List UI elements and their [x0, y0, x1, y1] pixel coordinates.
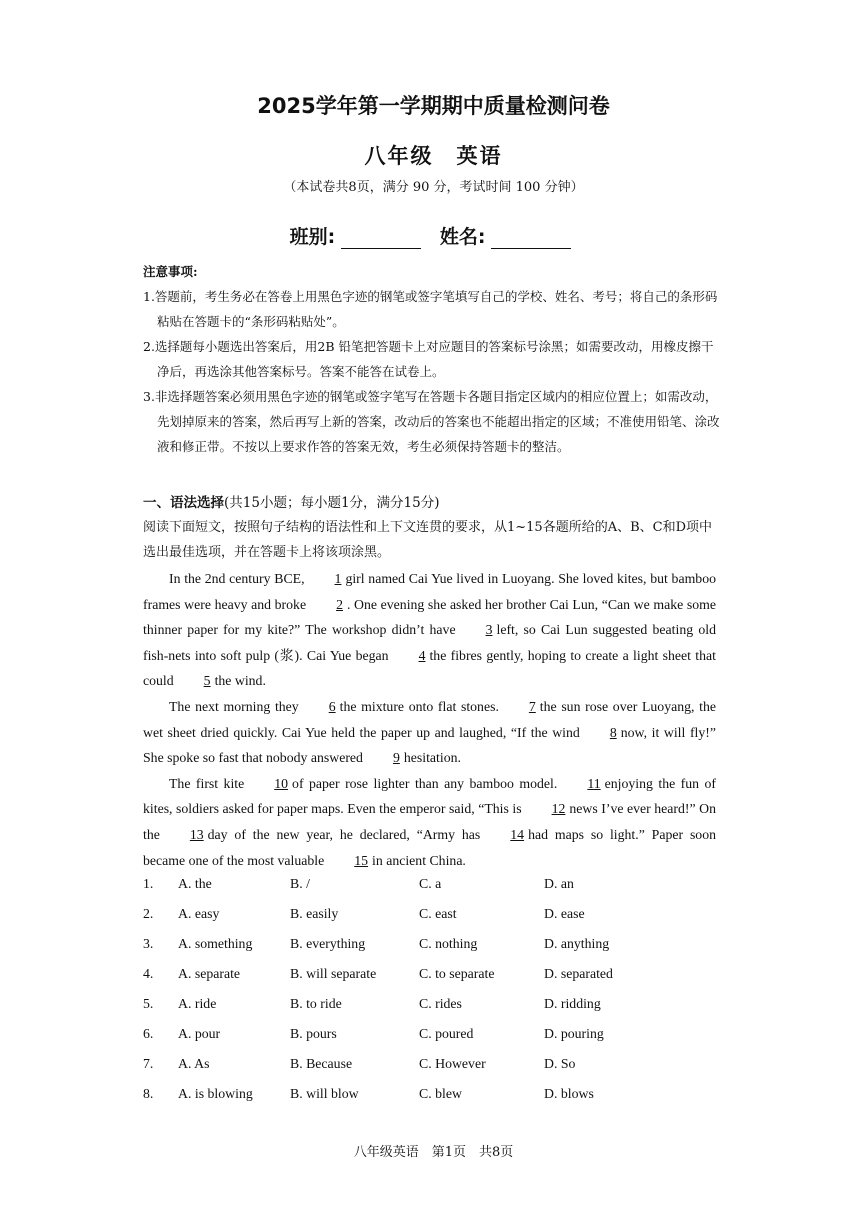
- question-row: [143, 936, 743, 966]
- passage-text: girl named Cai Yue lived in Luoyang. She loved kites, but bamboo frames were heavy and broke: [143, 571, 716, 612]
- option-c: C. blew: [419, 1086, 462, 1101]
- option-a: A. ride: [178, 996, 217, 1011]
- section-title: 一、语法选择: [143, 495, 224, 511]
- option-b: B. will separate: [290, 966, 377, 981]
- question-number: 3.: [143, 936, 154, 951]
- option-d: D. blows: [544, 1086, 594, 1101]
- passage-text: the sun rose over Luoyang, the wet sheet dried quickly. Cai Yue held the paper up and laughed, “If the wind: [143, 698, 716, 740]
- option-a: A. easy: [178, 906, 220, 921]
- option-b: B. will blow: [290, 1086, 359, 1101]
- blank-8: 8: [609, 724, 617, 740]
- blank-4: 4: [418, 647, 426, 663]
- option-d: D. ease: [544, 906, 585, 921]
- passage-paragraph: [143, 694, 716, 771]
- question-row: [143, 876, 743, 906]
- passage-text: the mixture onto flat stones.: [339, 698, 499, 714]
- note-item: 3.非选择题答案必须用黑色字迹的钢笔或签字笔写在答题卡各题目指定区域内的相应位置上；如需改动，先划掉原来的答案，然后再写上新的答案，改动后的答案也不能超出指定的区域；不准使用铅笔、涂改液和修正带。不按以上要求作答的答案无效，考生必须保持答题卡的整洁。: [143, 389, 720, 454]
- exam-info: （本试卷共8页，满分 90 分，考试时间 100 分钟）: [283, 180, 584, 195]
- option-a: A. separate: [178, 966, 241, 981]
- passage-text: In the 2nd century BCE,: [169, 571, 305, 586]
- section-note: (共15小题；每小题1分，满分15分): [224, 495, 440, 511]
- passage-text: of paper rose lighter than any bamboo model.: [292, 775, 558, 791]
- option-a: A. the: [178, 876, 212, 891]
- name-row: [0, 222, 867, 249]
- exam-title: 2025学年第一学期期中质量检测问卷: [257, 94, 610, 118]
- blank-9: 9: [392, 750, 400, 766]
- page-footer: 八年级英语 第1页 共8页: [353, 1145, 514, 1160]
- passage-text: now, it will fly!” She spoke so fast that nobody answered: [143, 724, 716, 766]
- cloze-passage: [143, 566, 716, 873]
- option-d: D. ridding: [544, 996, 601, 1011]
- name-blank: [491, 230, 571, 249]
- blank-7: 7: [528, 698, 536, 714]
- question-number: 1.: [143, 876, 154, 891]
- option-c: C. to separate: [419, 966, 495, 981]
- passage-text: day of the new year, he declared, “Army has: [207, 826, 481, 842]
- question-number: 8.: [143, 1086, 154, 1101]
- passage-text: news I’ve ever heard!” On the: [143, 801, 717, 842]
- blank-2: 2: [336, 596, 343, 612]
- option-c: C. nothing: [419, 936, 478, 951]
- option-a: A. pour: [178, 1026, 221, 1041]
- blank-11: 11: [587, 775, 601, 791]
- option-b: B. to ride: [290, 996, 342, 1011]
- note-item: 1.答题前，考生务必在答卷上用黑色字迹的钢笔或签字笔填写自己的学校、姓名、考号；将自己的条形码粘贴在答题卡的“条形码粘贴处”。: [143, 289, 718, 329]
- blank-10: 10: [274, 775, 289, 791]
- notes-list: [143, 284, 723, 459]
- question-number: 2.: [143, 906, 154, 921]
- passage-text: in ancient China.: [372, 852, 466, 868]
- question-number: 7.: [143, 1056, 154, 1071]
- question-number: 4.: [143, 966, 154, 981]
- blank-3: 3: [485, 622, 493, 638]
- option-d: D. pouring: [544, 1026, 604, 1041]
- blank-12: 12: [551, 801, 566, 817]
- passage-text: the fibres gently, hoping to create a light sheet that could: [143, 647, 716, 689]
- note-item: 2.选择题每小题选出答案后，用2B 铅笔把答题卡上对应题目的答案标号涂黑；如需要改动，用橡皮擦干净后，再选涂其他答案标号。答案不能答在试卷上。: [143, 339, 714, 379]
- option-b: B. easily: [290, 906, 339, 921]
- option-a: A. is blowing: [178, 1086, 253, 1101]
- question-row: [143, 966, 743, 996]
- question-number: 6.: [143, 1026, 154, 1041]
- question-row: [143, 1026, 743, 1056]
- option-c: C. However: [419, 1056, 486, 1071]
- section-instruction: 阅读下面短文，按照句子结构的语法性和上下文连贯的要求，从1~15各题所给的A、B、C和D项中选出最佳选项，并在答题卡上将该项涂黑。: [143, 520, 713, 560]
- option-b: B. Because: [290, 1056, 353, 1071]
- options-list: [143, 876, 743, 1116]
- option-b: B. pours: [290, 1026, 337, 1041]
- passage-text: the wind.: [214, 673, 266, 689]
- option-a: A. As: [178, 1056, 210, 1071]
- question-row: [143, 1056, 743, 1086]
- option-b: B. everything: [290, 936, 366, 951]
- passage-text: hesitation.: [403, 750, 461, 766]
- passage-paragraph: [143, 566, 716, 694]
- option-c: C. rides: [419, 996, 462, 1011]
- option-c: C. a: [419, 876, 442, 891]
- question-number: 5.: [143, 996, 154, 1011]
- passage-text: . One evening she asked her brother Cai Lun, “Can we make some thinner paper for my kite?” The workshop didn’t have: [143, 596, 716, 638]
- blank-15: 15: [354, 852, 369, 868]
- passage-text: The first kite: [169, 775, 245, 791]
- passage-text: The next morning they: [169, 698, 299, 714]
- name-label: 姓名:: [439, 226, 486, 248]
- question-row: [143, 996, 743, 1026]
- blank-1: 1: [334, 571, 342, 586]
- passage-text: enjoying the fun of kites, soldiers asked for paper maps. Even the emperor said, “This is: [143, 775, 716, 817]
- question-row: [143, 1086, 743, 1116]
- blank-13: 13: [189, 826, 204, 842]
- notes-heading: 注意事项:: [143, 264, 198, 279]
- passage-paragraph: [143, 771, 716, 873]
- blank-14: 14: [510, 826, 525, 842]
- option-c: C. poured: [419, 1026, 474, 1041]
- option-a: A. something: [178, 936, 253, 951]
- section-heading: [143, 491, 439, 511]
- option-c: C. east: [419, 906, 457, 921]
- passage-text: had maps so light.” Paper soon became one of the most valuable: [143, 826, 717, 868]
- passage-text: left, so Cai Lun suggested beating old fish-nets into soft pulp (浆). Cai Yue began: [143, 622, 716, 663]
- class-label: 班别:: [289, 226, 336, 248]
- option-b: B. /: [290, 876, 310, 891]
- blank-6: 6: [328, 698, 336, 714]
- class-blank: [341, 230, 421, 249]
- option-d: D. anything: [544, 936, 610, 951]
- exam-subtitle: 八年级 英语: [364, 144, 503, 168]
- option-d: D. separated: [544, 966, 613, 981]
- blank-5: 5: [203, 673, 211, 689]
- question-row: [143, 906, 743, 936]
- option-d: D. So: [544, 1056, 576, 1071]
- option-d: D. an: [544, 876, 574, 891]
